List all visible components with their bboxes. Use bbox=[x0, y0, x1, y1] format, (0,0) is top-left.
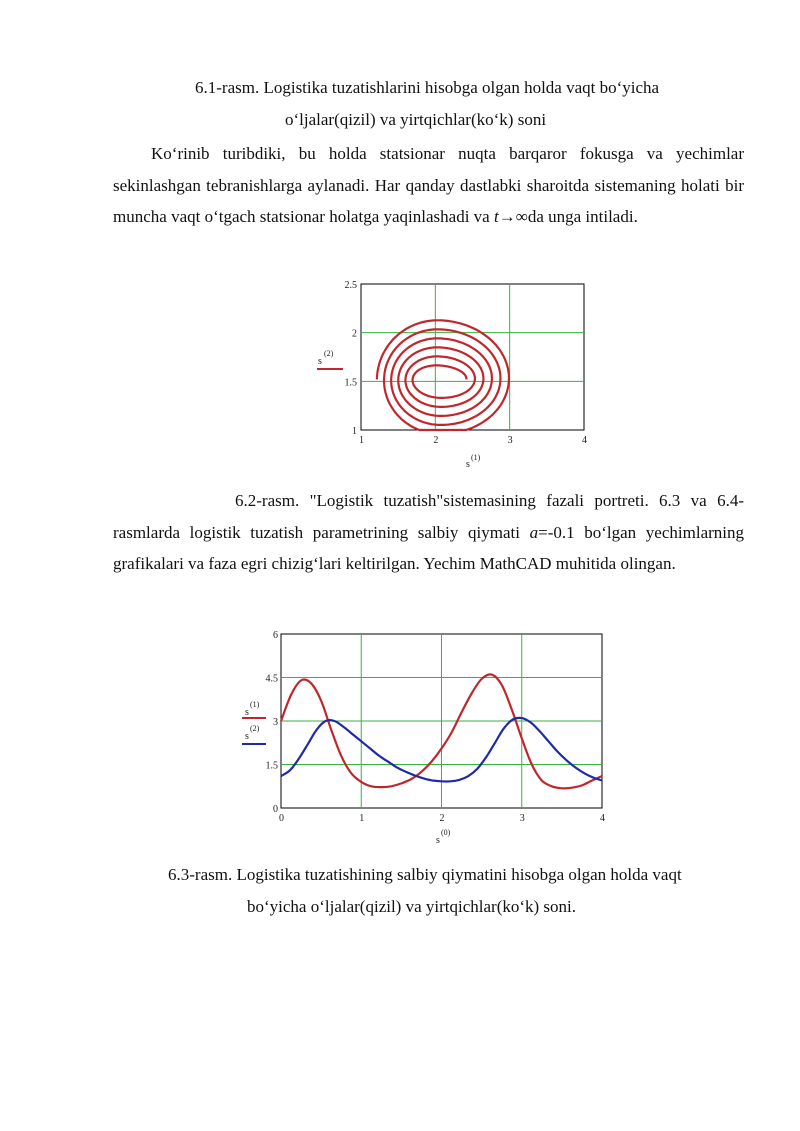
chart2-y-tick-label: 4.5 bbox=[265, 673, 278, 685]
phase-portrait-plot bbox=[317, 280, 587, 470]
chart1-y-tick-label: 1 bbox=[352, 426, 357, 437]
limit-arrow: →∞ bbox=[498, 207, 528, 226]
prey-series-line bbox=[281, 674, 602, 788]
paragraph2-text-end: =-0.1 bo‘lgan yechimlarning grafikalari va faza egri chizig‘lari keltirilgan. Yechim MathCAD muhitida olingan. bbox=[113, 522, 744, 573]
chart2-x-tick-label: 1 bbox=[359, 813, 365, 824]
chart2-ylabel1-sup: (1) bbox=[250, 700, 260, 709]
paragraph-stationary-point bbox=[113, 138, 744, 233]
figure-6-1-caption-line2: o‘ljalar(qizil) va yirtqichlar(ko‘k) soni bbox=[285, 110, 547, 129]
chart2-x-tick-label: 3 bbox=[519, 813, 525, 824]
time-series-plot bbox=[242, 630, 605, 846]
chart1-x-tick-label: 1 bbox=[359, 435, 364, 446]
chart2-x-tick-label: 2 bbox=[439, 813, 445, 824]
figure-6-3-caption-line1: 6.3-rasm. Logistika tuzatishining salbiy qiymatini hisobga olgan holda vaqt bbox=[168, 865, 682, 884]
chart2-x-tick-label: 4 bbox=[600, 813, 605, 824]
chart1-xlabel: s bbox=[466, 459, 470, 470]
phase-spiral-curve bbox=[377, 320, 509, 430]
chart2-y-tick-label: 0 bbox=[273, 804, 278, 815]
chart1-ylabel-sup: (2) bbox=[324, 349, 334, 358]
chart1-x-tick-label: 4 bbox=[582, 435, 587, 446]
chart1-frame bbox=[361, 284, 584, 430]
chart1-xlabel-sup: (1) bbox=[471, 453, 481, 462]
chart2-x-tick-label: 0 bbox=[279, 813, 284, 824]
chart1-ylabel: s bbox=[318, 356, 322, 367]
chart2-ylabel2-sup: (2) bbox=[250, 724, 260, 733]
chart1-x-tick-label: 3 bbox=[507, 435, 513, 446]
chart2-y-tick-label: 6 bbox=[273, 630, 278, 641]
chart2-frame bbox=[281, 634, 602, 808]
figure-6-3-caption-line2: bo‘yicha o‘ljalar(qizil) va yirtqichlar(ko‘k) soni. bbox=[247, 897, 577, 916]
predator-series-line bbox=[281, 718, 602, 782]
paragraph1-text-start: Ko‘rinib turibdiki, bu holda statsionar nuqta barqaror fokusga va yechimlar sekinlashgan tebranishlarga aylanadi. Har qanday dastlabki sharoitda sistemaning holati bir muncha vaqt o‘tgach statsionar holatga yaqinlashadi va bbox=[113, 144, 744, 226]
chart2-xlabel: s bbox=[436, 835, 440, 846]
paragraph1-text-end: da unga intiladi. bbox=[527, 207, 638, 226]
chart2-ylabel1: s bbox=[245, 707, 249, 718]
chart1-y-tick-label: 1.5 bbox=[344, 377, 357, 389]
chart2-ylabel2: s bbox=[245, 731, 249, 742]
chart2-xlabel-sup: (0) bbox=[441, 828, 451, 837]
chart1-y-tick-label: 2 bbox=[352, 328, 357, 340]
paragraph2-text-start: 6.2-rasm. "Logistik tuzatish"sistemasining fazali portreti. 6.3 va 6.4- rasmlarda logistik tuzatish parametrining salbiy qiymati bbox=[113, 491, 744, 542]
paragraph-figure-6-2 bbox=[113, 485, 744, 580]
chart1-x-tick-label: 2 bbox=[433, 435, 439, 446]
variable-t: t bbox=[493, 207, 499, 226]
chart2-y-tick-label: 3 bbox=[273, 717, 278, 728]
figure-6-1-caption-line1: 6.1-rasm. Logistika tuzatishlarini hisobga olgan holda vaqt bo‘yicha bbox=[195, 78, 660, 97]
chart2-y-tick-label: 1.5 bbox=[265, 760, 278, 772]
chart1-y-tick-label: 2.5 bbox=[344, 280, 357, 291]
variable-a: a bbox=[529, 522, 539, 542]
